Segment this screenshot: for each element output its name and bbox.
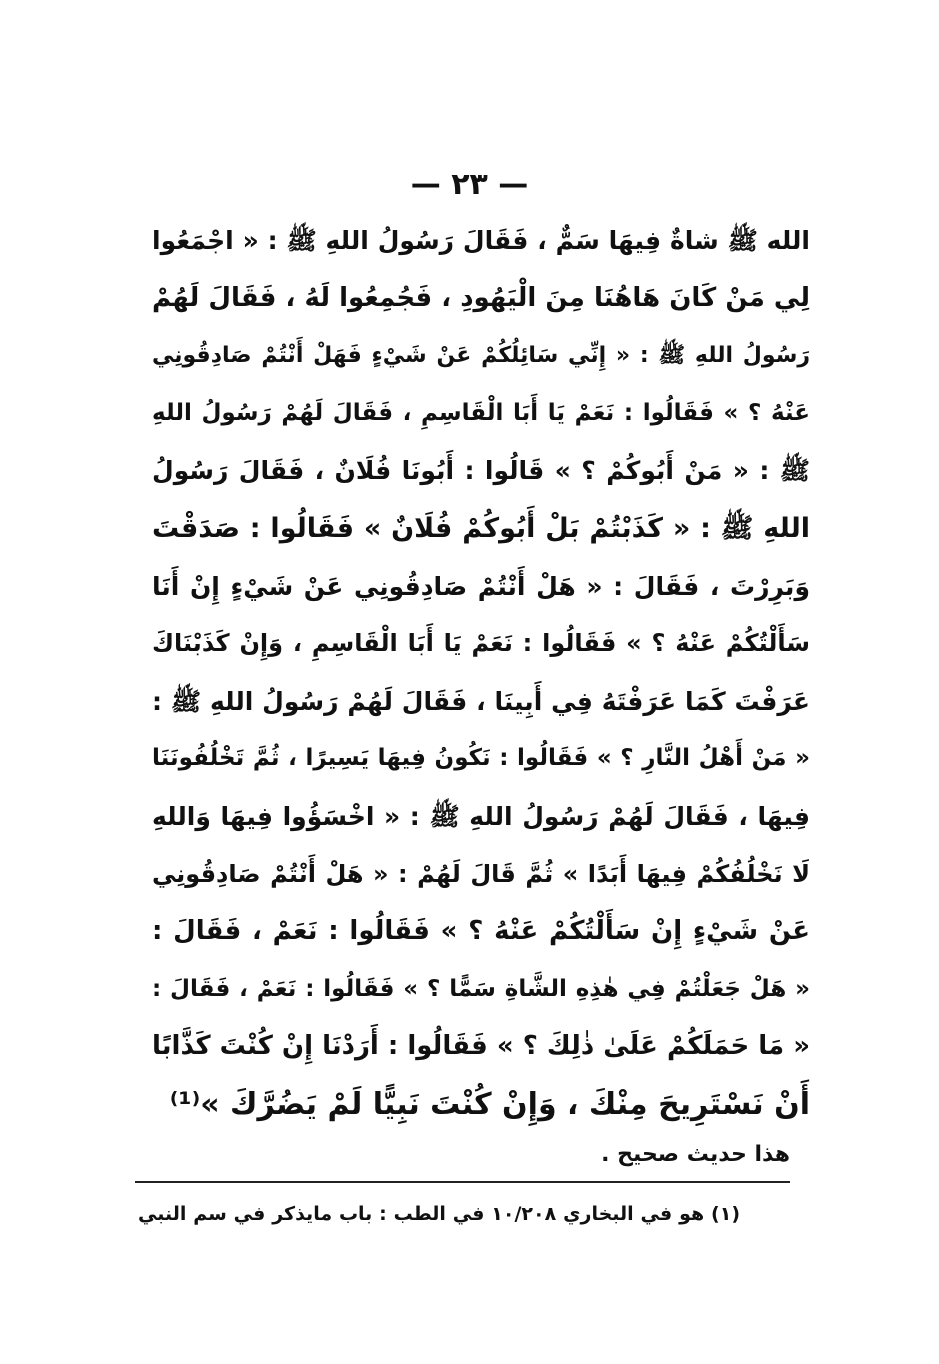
footnote: (١) هو في البخاري ١٠/٢٠٨ في الطب : باب مايذكر في سم النبي: [138, 1203, 740, 1225]
text-line: ﷺ : « مَنْ أَبُوكُمْ ؟ » قَالُوا : أَبُونَا فُلَانٌ ، فَقَالَ رَسُولُ: [152, 456, 810, 486]
text-line: « مَنْ أَهْلُ النَّارِ ؟ » فَقَالُوا : نَكُونُ فِيهَا يَسِيرًا ، ثُمَّ تَخْلُفُونَنَا: [152, 745, 810, 772]
text-line: رَسُولُ اللهِ ﷺ : « إِنِّي سَائِلُكُمْ عَنْ شَيْءٍ فَهَلْ أَنْتُمْ صَادِقُونِي: [152, 343, 810, 369]
hadith-grade: هذا حديث صحيح .: [601, 1142, 790, 1167]
hadith-text: [152, 212, 810, 1134]
text-line: « هَلْ جَعَلْتُمْ فِي هٰذِهِ الشَّاةِ سَمًّا ؟ » فَقَالُوا : نَعَمْ ، فَقَالَ :: [152, 975, 810, 1002]
text-line: « مَا حَمَلَكُمْ عَلَىٰ ذٰلِكَ ؟ » فَقَالُوا : أَرَدْنَا إِنْ كُنْتَ كَذَّابًا: [152, 1031, 810, 1062]
footnote-divider: [135, 1181, 790, 1183]
text-line: عَرَفْتَ كَمَا عَرَفْتَهُ فِي أَبِينَا ، فَقَالَ لَهُمْ رَسُولُ اللهِ ﷺ :: [152, 686, 810, 716]
page-number: — ٢٣ —: [410, 167, 529, 202]
text-line: سَأَلْتُكُمْ عَنْهُ ؟ » فَقَالُوا : نَعَمْ يَا أَبَا الْقَاسِمِ ، وَإِنْ كَذَبْنَاكَ: [152, 629, 810, 658]
text-line: لَا نَخْلُفُكُمْ فِيهَا أَبَدًا » ثُمَّ قَالَ لَهُمْ : « هَلْ أَنْتُمْ صَادِقُونِي: [152, 859, 810, 888]
text-line: اللهِ ﷺ : « كَذَبْتُمْ بَلْ أَبُوكُمْ فُلَانٌ » فَقَالُوا : صَدَقْتَ: [152, 512, 810, 544]
text-line: وَبَرِرْتَ ، فَقَالَ : « هَلْ أَنْتُمْ صَادِقُونِي عَنْ شَيْءٍ إِنْ أَنَا: [152, 571, 810, 601]
text-line: عَنْ شَيْءٍ إِنْ سَأَلْتُكُمْ عَنْهُ ؟ » فَقَالُوا : نَعَمْ ، فَقَالَ :: [152, 916, 810, 947]
text-line: أَنْ نَسْتَرِيحَ مِنْكَ ، وَإِنْ كُنْتَ نَبِيًّا لَمْ يَضُرَّكَ »⁽¹⁾: [169, 1086, 810, 1122]
text-line: عَنْهُ ؟ » فَقَالُوا : نَعَمْ يَا أَبَا الْقَاسِمِ ، فَقَالَ لَهُمْ رَسُولُ اللهِ: [152, 399, 810, 426]
text-line: الله ﷺ شاةٌ فِيهَا سَمٌّ ، فَقَالَ رَسُولُ اللهِ ﷺ : « اجْمَعُوا: [152, 226, 810, 255]
text-line: لِي مَنْ كَانَ هَاهُنَا مِنَ الْيَهُودِ ، فَجُمِعُوا لَهُ ، فَقَالَ لَهُمْ: [152, 282, 810, 313]
text-line: فِيهَا ، فَقَالَ لَهُمْ رَسُولُ اللهِ ﷺ : « اخْسَؤُوا فِيهَا وَاللهِ: [152, 801, 810, 831]
